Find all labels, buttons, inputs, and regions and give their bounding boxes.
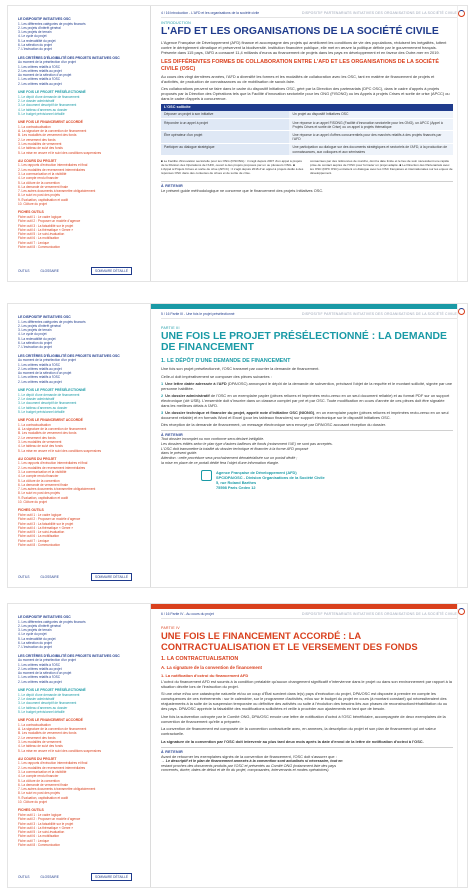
sidebar-section-title[interactable]: UNE FOIS LE PROJET PRÉSÉLECTIONNÉ bbox=[18, 90, 86, 95]
sidebar-item[interactable]: Fiche outil 5 : Le suivi-évaluation bbox=[18, 232, 65, 237]
sidebar-item[interactable]: Fiche outil 8 : Communication bbox=[18, 543, 60, 548]
list-item-bold: Un dossier technique et financier du projet, appelé note d'initiative OSC (NIONG) bbox=[165, 410, 315, 416]
list-item-text: de l'OSC en un exemplaire papier (pièces reliures et imprimées recto-verso en un seul document reliable) et au format PDF sur un support électronique (clé USB). L'ensemble doit s'inscrire dans un classeur complet par pré et par OSC. Toute modification en cours d'année de ces pièces doit être signalée dans les meilleurs délais à l'AFD. bbox=[161, 393, 450, 409]
right-rail bbox=[457, 304, 467, 587]
sidebar-item[interactable]: Fiche outil 7 : Lexique bbox=[18, 838, 50, 843]
sidebar-item[interactable]: 2. Les projets d'intérêt général bbox=[18, 623, 61, 628]
a-retenir-line: Avant de retourner les exemplaires signés de la convention de financement, l'OSC doit s'assurer que : bbox=[161, 753, 337, 759]
header-breadcrumb[interactable]: 4 / 16 Introduction - L'AFD et les organisations de la société civile bbox=[161, 11, 260, 15]
sidebar-sections bbox=[8, 6, 150, 249]
sidebar-item[interactable]: 6. La sélection du projet bbox=[18, 43, 52, 48]
sidebar-item[interactable]: 3. Les projets de terrain bbox=[18, 30, 52, 35]
sidebar-footer bbox=[18, 269, 142, 273]
a-retenir-text: Le présent guide méthodologique ne concerne que le financement des projets Initiatives OSC. bbox=[161, 187, 324, 193]
address-line: 75598 Paris Cedex 12 bbox=[216, 484, 256, 490]
page-body bbox=[161, 326, 453, 490]
sidebar-item[interactable]: 2. Les critères relatifs au projet bbox=[18, 379, 62, 384]
table-cell: Être opérateur d'un projet bbox=[161, 131, 289, 143]
sidebar-item[interactable]: 3. Les modalités de versement bbox=[18, 739, 62, 744]
table-row bbox=[161, 119, 453, 131]
a-retenir-line: dans le présent guide. bbox=[161, 451, 198, 456]
sidebar-item[interactable]: B. Les modalités de versement des fonds bbox=[18, 431, 77, 436]
a-retenir-line: concernés, durée, dates de début et de fin du projet, composantes, intervenants et modes opératoires). bbox=[161, 768, 330, 773]
sidebar-item[interactable]: 3. La communication et la visibilité bbox=[18, 469, 67, 474]
list-item-text: , en un exemplaire papier (pièces reliures et imprimées recto-verso en un seul document reliable) et en formats Word et Excel (pour les tableaux financiers) sur support électronique sur le dispositif Initiatives OSC. bbox=[161, 410, 449, 421]
paragraph: La convention de financement est composée de la convention contractuelle avec, en annexes, la description du projet et son plan de financement qui ont valeur contractuelle. bbox=[161, 726, 436, 737]
sidebar-item[interactable]: 2. Le versement des fonds bbox=[18, 735, 56, 740]
sidebar-item[interactable]: 10. Clôture du projet bbox=[18, 202, 47, 207]
sidebar-item[interactable]: Fiche outil 4 : La thématique « Genre » bbox=[18, 227, 74, 232]
sidebar-item[interactable]: Au moment de la présélection d'un projet bbox=[18, 658, 76, 663]
a-retenir-line: la mise en place de ce portail dédié fera l'objet d'une information élargie. bbox=[161, 461, 280, 465]
sidebar-section-title[interactable]: LE DISPOSITIF INITIATIVES OSC bbox=[18, 615, 71, 619]
sidebar-item[interactable]: 4. Le tableau de suivi des fonds bbox=[18, 146, 63, 151]
paragraph: Dès réception de la demande de financement, un message électronique sera envoyé par DPA/OSC accusant réception du dossier. bbox=[161, 422, 387, 428]
sidebar-item[interactable]: Fiche outil 8 : Communication bbox=[18, 245, 60, 250]
sidebar-section bbox=[18, 159, 150, 207]
a-retenir-title: À RETENIR bbox=[161, 183, 184, 188]
sidebar-item[interactable]: 4. Le compte rendu financier bbox=[18, 176, 59, 181]
sidebar-item[interactable]: Fiche outil 2 : Proposer un modèle d'agence bbox=[18, 219, 81, 224]
envelope-icon bbox=[201, 470, 212, 481]
sidebar-item[interactable]: 1. Les critères relatifs à l'OSC bbox=[18, 362, 61, 367]
sidebar-item[interactable]: 1. Les critères relatifs à l'OSC bbox=[18, 662, 61, 667]
sidebar-sections bbox=[8, 304, 150, 547]
list-number: 1 bbox=[161, 381, 164, 387]
sidebar-section-title[interactable]: AU COURS DU PROJET bbox=[18, 756, 57, 761]
sidebar-item[interactable]: 1. Le dépôt d'une demande de financement bbox=[18, 94, 80, 99]
page-content bbox=[151, 604, 467, 887]
sidebar-item[interactable]: 4. Le tableau de suivi des fonds bbox=[18, 744, 63, 749]
sidebar-item[interactable]: Fiche outil 1 : Le cadre logique bbox=[18, 512, 62, 517]
sidebar-section bbox=[18, 56, 150, 86]
sommaire-button[interactable]: SOMMAIRE DÉTAILLÉ bbox=[91, 267, 132, 275]
sidebar-section bbox=[18, 808, 150, 847]
sidebar-item[interactable]: 1. Le dépôt d'une demande de financement bbox=[18, 392, 80, 397]
page-header bbox=[161, 312, 457, 319]
sidebar-sections bbox=[8, 604, 150, 847]
sidebar-item[interactable]: 1. Les différentes catégories de projets financés bbox=[18, 619, 86, 624]
a-retenir-line: Tout dossier incomplet ou non conforme sera déclaré inéligible. bbox=[161, 437, 265, 442]
sidebar-item[interactable]: 5. Le budget prévisionnel détaillé bbox=[18, 409, 65, 414]
sidebar-item[interactable]: Fiche outil 7 : Lexique bbox=[18, 240, 50, 245]
sidebar-section-title[interactable]: UNE FOIS LE FINANCEMENT ACCORDÉ bbox=[18, 120, 83, 125]
sidebar-item[interactable]: 4. Le tableau d'annexes au dossier bbox=[18, 705, 68, 710]
sidebar-item[interactable]: 5. Le budget prévisionnel détaillé bbox=[18, 111, 65, 116]
sidebar-table-of-contents bbox=[8, 604, 151, 887]
sidebar-section-title[interactable]: LE DISPOSITIF INITIATIVES OSC bbox=[18, 17, 71, 21]
sidebar-item[interactable]: 1. Les rapports d'exécution intermédiaires et final bbox=[18, 761, 88, 766]
sidebar-item[interactable]: 6. La demande de versement finale bbox=[18, 482, 68, 487]
a-retenir-title: À RETENIR bbox=[161, 749, 184, 754]
sidebar-footer bbox=[18, 875, 142, 879]
sidebar-item[interactable]: Au moment de la présélection d'un projet bbox=[18, 358, 76, 363]
sidebar-item[interactable]: Fiche outil 4 : La thématique « Genre » bbox=[18, 825, 74, 830]
a-retenir-line: Les dossiers édités selon le plan type d'autres bailleurs de fonds (notamment l'UE) ne sont pas acceptés. bbox=[161, 441, 333, 446]
sidebar-item[interactable]: A. La signature de la convention de financement bbox=[18, 727, 87, 732]
sidebar-item[interactable]: 1. La contractualisation bbox=[18, 422, 51, 427]
sidebar-item[interactable]: 3. La communication et la visibilité bbox=[18, 171, 67, 176]
page-spread-introduction bbox=[8, 6, 467, 281]
sidebar-item[interactable]: 4. Le tableau d'annexes au dossier bbox=[18, 405, 68, 410]
sidebar-item[interactable]: 2. Les critères relatifs au projet bbox=[18, 68, 62, 73]
sidebar-item[interactable]: 9. Évaluation, capitalisation et audit bbox=[18, 795, 68, 800]
postal-address bbox=[201, 470, 453, 490]
outils-link[interactable]: OUTILS bbox=[18, 269, 30, 273]
sidebar-item[interactable]: 2. Les modalités de reversement intermédiaires bbox=[18, 465, 86, 470]
page-title: UNE FOIS LE FINANCEMENT ACCORDÉ : LA CONTRACTUALISATION ET LE VERSEMENT DES FONDS bbox=[161, 630, 418, 652]
afd-logo-icon bbox=[458, 608, 465, 615]
sidebar-item[interactable]: 4. Le cycle du projet bbox=[18, 332, 47, 337]
sidebar-item[interactable]: B. Les modalités de versement des fonds bbox=[18, 731, 77, 736]
sidebar-item[interactable]: 1. Les critères relatifs à l'OSC bbox=[18, 77, 61, 82]
sidebar-item[interactable]: B. Les modalités de versement des fonds bbox=[18, 133, 77, 138]
sidebar-item[interactable]: Fiche outil 6 : La mobilisation bbox=[18, 534, 60, 539]
sidebar-item[interactable]: 2. Le dossier administratif bbox=[18, 396, 55, 401]
table-cell: Un projet au dispositif Initiatives OSC bbox=[289, 111, 453, 119]
sidebar-item[interactable]: 5. La mise en œuvre et le suivi des conditions suspensives bbox=[18, 150, 102, 155]
sidebar-item[interactable]: Fiche outil 8 : Communication bbox=[18, 843, 60, 848]
sidebar-item[interactable]: 1. Les rapports d'exécution intermédiaires et final bbox=[18, 163, 88, 168]
sidebar-section bbox=[18, 315, 150, 350]
table-cell: Répondre à un appel à projet bbox=[161, 119, 289, 131]
a-retenir-box bbox=[161, 747, 453, 773]
subsection-heading: A. La signature de la convention de financement bbox=[161, 665, 263, 671]
list-item bbox=[161, 381, 453, 391]
page-header bbox=[161, 612, 457, 619]
sidebar-item[interactable]: 2. Les critères relatifs au projet bbox=[18, 666, 62, 671]
a-retenir-box bbox=[161, 430, 453, 466]
list-item-bold: Un dossier administratif bbox=[165, 393, 210, 399]
outils-link[interactable]: OUTILS bbox=[18, 575, 30, 579]
table-cell: Une réponse à un appel FISONG (Facilité d'innovation sectorielle pour les ONG), un APCC (Appel à Projets Crises et sortie de Crise) ou un appel à projets thématique bbox=[289, 119, 453, 131]
afd-logo-icon bbox=[458, 308, 465, 315]
paragraph: Au cours des vingt dernières années, l'AFD a diversifié les formes et les modalités de collaboration avec les OSC, tant en matière de financement de projets et d'activités, de production de connaissances ou de mobilisation de savoir-faire. bbox=[161, 73, 435, 84]
table-cell: Participer au dialogue stratégique bbox=[161, 143, 289, 155]
note-column: ■ Le Facilité d'innovation sectorielle pour les ONG (FISONG) : il s'agit depuis 2007 d'un appel à projets de la Division des Opérations de l'AFD, ouvert à des projets proposés par un ou plusieurs ONG. ■ L'Appel à Projets Crises et sortie de crise (APCC) : il s'agit depuis 2016 d'un appel à projets dédié à des réponses OSC dans des contextes de crises et de sortie de crise. bbox=[161, 159, 304, 176]
page-header bbox=[161, 11, 457, 18]
sidebar-item[interactable]: 1. Les rapports d'exécution intermédiaires et final bbox=[18, 461, 88, 466]
sidebar-item[interactable]: 5. La redevabilité du projet bbox=[18, 38, 56, 43]
sidebar-section-title[interactable]: FICHES OUTILS bbox=[18, 808, 44, 813]
note-column: consacrées par des références de marché, dont la date limite et le lieu de soin nécessitent une rapide prise de contact auprès de l'OSC pour formuler un projet adapté. ■ Le Direction des Partenariats avec les OSC (DPC OSC) entretient un dialogue avec les OSC françaises et internationales sur les enjeux de développement. bbox=[310, 159, 453, 176]
sidebar-item[interactable]: 1. Les critères relatifs à l'OSC bbox=[18, 64, 61, 69]
sidebar-item[interactable]: 7. L'instruction du projet bbox=[18, 645, 52, 650]
subsubsection-heading: 1. La notification d'octroi du financement AFD bbox=[161, 672, 249, 678]
sidebar-item[interactable]: Au moment de la sélection d'un projet bbox=[18, 73, 72, 78]
list-item-text: (DPA/OSC) annonçant le dépôt de la demande de subvention, précisant l'objet de la requête et le montant sollicité, signée par une personne habilitée. bbox=[161, 381, 453, 392]
paragraph: Celle-ci doit impérativement se composer des pièces suivantes : bbox=[161, 373, 272, 379]
address-lines bbox=[216, 470, 325, 490]
section-kicker: PARTIE IV bbox=[161, 626, 180, 630]
sidebar-section bbox=[18, 354, 150, 384]
sidebar-item[interactable]: Fiche outil 2 : Proposer un modèle d'agence bbox=[18, 517, 81, 522]
sidebar-section-title[interactable]: AU COURS DU PROJET bbox=[18, 456, 57, 461]
sidebar-item[interactable]: 5. La mise en œuvre et le suivi des conditions suspensives bbox=[18, 748, 102, 753]
sidebar-item[interactable]: 2. Les modalités de reversement intermédiaires bbox=[18, 167, 86, 172]
a-retenir-line: → Le descriptif et le plan de financement annexés à la convention sont actualisés si nécessaire, tout en bbox=[161, 758, 343, 763]
list-number: 2 bbox=[161, 393, 164, 399]
sidebar-item[interactable]: 5. La clôture de la convention bbox=[18, 478, 60, 483]
section-heading: LES DIFFÉRENTES FORMES DE COLLABORATION ENTRE L'AFD ET LES ORGANISATIONS DE LA SOCIÉTÉ CIVILE (OSC) bbox=[161, 59, 439, 72]
sidebar-item[interactable]: 8. Le suivi ex post des projets bbox=[18, 491, 60, 496]
sidebar-footer bbox=[18, 575, 142, 579]
table-cell: Une participation au dialogue sur des documents stratégiques et sectoriels de l'AFD, à la production de connaissances, aux colloques et aux séminaires bbox=[289, 143, 453, 155]
sidebar-item[interactable]: 6. La sélection du projet bbox=[18, 341, 52, 346]
section-kicker: INTRODUCTION bbox=[161, 21, 191, 25]
sidebar-section bbox=[18, 457, 150, 505]
sidebar-item[interactable]: 3. Les projets de terrain bbox=[18, 328, 52, 333]
header-breadcrumb[interactable]: 5 / 16 Partie III - Une fois le projet présélectionné bbox=[161, 312, 235, 316]
sidebar-item[interactable]: 1. Les différentes catégories de projets financés bbox=[18, 319, 86, 324]
sidebar-item[interactable]: 6. La sélection du projet bbox=[18, 641, 52, 646]
sidebar-item[interactable]: 2. Les projets d'intérêt général bbox=[18, 323, 61, 328]
sidebar-item[interactable]: 7. L'instruction du projet bbox=[18, 47, 52, 52]
sidebar-section bbox=[18, 688, 150, 714]
sidebar-item[interactable]: Fiche outil 6 : La mobilisation bbox=[18, 834, 60, 839]
page-spread-demande-financement bbox=[8, 304, 467, 587]
paragraph: Ces collaborations peuvent se faire dans le cadre du dispositif Initiatives OSC, géré par la Direction des partenariats (DPC OSC), dans le cadre d'appels à projets proposés par la Direction des Opérations tels que la Facilité d'innovation sectorielle pour les ONG (FISONG) ou les Appels à projets Crises et sortie de crise (APCC) ou dans le cadre d'appels à concurrence. bbox=[161, 86, 450, 102]
sidebar-section bbox=[18, 17, 150, 52]
sidebar-section-title[interactable]: LES CRITÈRES D'ÉLIGIBILITÉ DES PROJETS INITIATIVES OSC bbox=[18, 55, 120, 60]
table-cell: Déposer un projet à son initiative bbox=[161, 111, 289, 119]
table-cell: Une réponse à un appel d'offres concurrentiels pour des marchés relatifs à des projets financés par l'AFD bbox=[289, 131, 453, 143]
page-body bbox=[161, 626, 453, 773]
sidebar-item[interactable]: 1. Les différentes catégories de projets financés bbox=[18, 21, 86, 26]
sidebar-section bbox=[18, 615, 150, 650]
sidebar-item[interactable]: 4. Le compte rendu financier bbox=[18, 474, 59, 479]
sidebar-item[interactable]: 5. La redevabilité du projet bbox=[18, 636, 56, 641]
sidebar-item[interactable]: 1. La contractualisation bbox=[18, 124, 51, 129]
sidebar-item[interactable]: Au moment de la présélection d'un projet bbox=[18, 60, 76, 65]
afd-logo-icon bbox=[458, 10, 465, 17]
sidebar-item[interactable]: 3. La communication et la visibilité bbox=[18, 769, 67, 774]
list-number: 3 bbox=[161, 410, 164, 416]
sidebar-section bbox=[18, 90, 150, 116]
sidebar-section bbox=[18, 388, 150, 414]
sidebar-item[interactable]: 1. La contractualisation bbox=[18, 722, 51, 727]
sidebar-section-title[interactable]: LES CRITÈRES D'ÉLIGIBILITÉ DES PROJETS INITIATIVES OSC bbox=[18, 353, 120, 358]
header-title: DISPOSITIF PARTENARIATS INITIATIVES DES ORGANISATIONS DE LA SOCIÉTÉ CIVILE bbox=[301, 612, 457, 616]
sidebar-item[interactable]: 3. Le document descriptif de financement bbox=[18, 401, 77, 406]
sidebar-item[interactable]: Fiche outil 3 : La faisabilité sur le projet bbox=[18, 521, 74, 526]
sidebar-item[interactable]: 4. Le tableau d'annexes au dossier bbox=[18, 107, 68, 112]
sidebar-section bbox=[18, 210, 150, 249]
sidebar-item[interactable]: 8. Le suivi ex post des projets bbox=[18, 193, 60, 198]
sidebar-item[interactable]: 2. Le versement des fonds bbox=[18, 137, 56, 142]
sidebar-item[interactable]: 1. Le dépôt d'une demande de financement bbox=[18, 692, 80, 697]
sidebar-item[interactable]: Fiche outil 2 : Proposer un modèle d'agence bbox=[18, 817, 81, 822]
sidebar-item[interactable]: 1. Les critères relatifs à l'OSC bbox=[18, 375, 61, 380]
glossaire-link[interactable]: GLOSSAIRE bbox=[40, 575, 59, 579]
list-item bbox=[161, 393, 453, 408]
sidebar-item[interactable]: 4. Le cycle du projet bbox=[18, 632, 47, 637]
sidebar-item[interactable]: 10. Clôture du projet bbox=[18, 800, 47, 805]
sidebar-table-of-contents bbox=[8, 6, 151, 281]
sidebar-item[interactable]: 2. Le dossier administratif bbox=[18, 696, 55, 701]
a-retenir-line: restant proches des documents produits par l'OSC et présentés au Comité ONG (notamment liste des pays bbox=[161, 763, 337, 768]
sidebar-item[interactable]: A. La signature de la convention de financement bbox=[18, 427, 87, 432]
page-spread-contractualisation bbox=[8, 604, 467, 887]
sidebar-item[interactable]: 7. Les autres documents à transmettre obligatoirement bbox=[18, 487, 96, 492]
sidebar-item[interactable]: Fiche outil 3 : La faisabilité sur le projet bbox=[18, 223, 74, 228]
sidebar-item[interactable]: 9. Évaluation, capitalisation et audit bbox=[18, 197, 68, 202]
paragraph: Si une crise et/ou une catastrophe naturelle et/ou un coup d'État survient dans le(s) pays d'exécution du projet, DPA/OSC est disposée à prendre en compte les conséquences de ces événements : sur le calendrier, sur le programme d'activités, et/ou sur le budget du projet en cours (à montant constant) qui nécessiteraient des réajustements à la suite de la suspension temporaire ou définitive des activités ou suite à l'évolution des besoins liés aux phases de reconstruction/réhabilitation du ou des pays. DPA/OSC apprécie la faisabilité des modifications sollicitées et veille à procéder aux ajustements en tant que de besoin. bbox=[161, 691, 448, 712]
sidebar-item[interactable]: 2. Les projets d'intérêt général bbox=[18, 25, 61, 30]
sidebar-item[interactable]: 3. Le document descriptif de financement bbox=[18, 701, 77, 706]
sidebar-section-title[interactable]: UNE FOIS LE PROJET PRÉSÉLECTIONNÉ bbox=[18, 688, 86, 693]
sidebar-item[interactable]: Fiche outil 5 : Le suivi-évaluation bbox=[18, 830, 65, 835]
sidebar-item[interactable]: 5. Le budget prévisionnel détaillé bbox=[18, 709, 65, 714]
address-line: SPC/DPA/OSC - Division Organisations de la Société Civile bbox=[216, 474, 325, 480]
section-heading: 1. LE DÉPÔT D'UNE DEMANDE DE FINANCEMENT bbox=[161, 357, 291, 364]
sidebar-item[interactable]: Fiche outil 7 : Lexique bbox=[18, 538, 50, 543]
sidebar-item[interactable]: A. La signature de la convention de financement bbox=[18, 129, 87, 134]
table-row bbox=[161, 131, 453, 143]
sidebar-item[interactable]: 2. Le versement des fonds bbox=[18, 435, 56, 440]
sidebar-item[interactable]: 5. La clôture de la convention bbox=[18, 180, 60, 185]
page-title: UNE FOIS LE PROJET PRÉSÉLECTIONNÉ : LA DEMANDE DE FINANCEMENT bbox=[161, 331, 447, 354]
sidebar-item[interactable]: 3. Le document descriptif de financement bbox=[18, 103, 77, 108]
header-title: DISPOSITIF PARTENARIATS INITIATIVES DES ORGANISATIONS DE LA SOCIÉTÉ CIVILE bbox=[301, 312, 457, 316]
header-title: DISPOSITIF PARTENARIATS INITIATIVES DES ORGANISATIONS DE LA SOCIÉTÉ CIVILE bbox=[301, 11, 457, 15]
address-line: Agence Française de Développement (AFD) bbox=[216, 469, 297, 475]
a-retenir-box bbox=[161, 181, 453, 193]
sommaire-button[interactable]: SOMMAIRE DÉTAILLÉ bbox=[91, 573, 132, 581]
page-title: L'AFD ET LES ORGANISATIONS DE LA SOCIÉTÉ CIVILE bbox=[161, 26, 439, 37]
sidebar-section bbox=[18, 120, 150, 155]
page-content bbox=[151, 304, 467, 587]
sidebar-item[interactable]: 2. Le dossier administratif bbox=[18, 98, 55, 103]
sidebar-item[interactable]: 8. Le suivi ex post des projets bbox=[18, 791, 60, 796]
sidebar-item[interactable]: 10. Clôture du projet bbox=[18, 500, 47, 505]
sidebar-item[interactable]: 2. Les critères relatifs au projet bbox=[18, 679, 62, 684]
sidebar-item[interactable]: 7. L'instruction du projet bbox=[18, 345, 52, 350]
sidebar-item[interactable]: Fiche outil 3 : La faisabilité sur le projet bbox=[18, 821, 74, 826]
paragraph: Une fois la subvention octroyée par le Comité ONG, DPA/OSC envoie une lettre de notification d'octroi à l'OSC bénéficiaire, accompagnée de deux exemplaires de la convention de financement qu'elle a préparée. bbox=[161, 713, 446, 724]
sidebar-item[interactable]: 3. Les modalités de versement bbox=[18, 141, 62, 146]
sidebar-item[interactable]: 4. Le compte rendu financier bbox=[18, 774, 59, 779]
sidebar-item[interactable]: 4. Le cycle du projet bbox=[18, 34, 47, 39]
header-breadcrumb[interactable]: 6 / 16 Partie IV - Au cours du projet bbox=[161, 612, 214, 616]
sidebar-section-title[interactable]: FICHES OUTILS bbox=[18, 508, 44, 513]
sidebar-section-title[interactable]: LES CRITÈRES D'ÉLIGIBILITÉ DES PROJETS INITIATIVES OSC bbox=[18, 653, 120, 658]
sidebar-item[interactable]: Fiche outil 6 : La mobilisation bbox=[18, 236, 60, 241]
section-kicker: PARTIE III bbox=[161, 326, 180, 330]
right-rail bbox=[457, 6, 467, 281]
sidebar-section-title[interactable]: AU COURS DU PROJET bbox=[18, 158, 57, 163]
sidebar-section bbox=[18, 654, 150, 684]
sidebar-section-title[interactable]: UNE FOIS LE FINANCEMENT ACCORDÉ bbox=[18, 718, 83, 723]
sidebar-item[interactable]: 5. La redevabilité du projet bbox=[18, 336, 56, 341]
sidebar-item[interactable]: Fiche outil 4 : La thématique « Genre » bbox=[18, 525, 74, 530]
right-rail bbox=[457, 604, 467, 887]
sidebar-table-of-contents bbox=[8, 304, 151, 587]
sidebar-section bbox=[18, 757, 150, 805]
sidebar-item[interactable]: 5. La mise en œuvre et le suivi des conditions suspensives bbox=[18, 448, 102, 453]
paragraph: Une fois son projet présélectionné, l'OSC transmet par courrier la demande de financement. bbox=[161, 366, 320, 372]
sidebar-item[interactable]: Fiche outil 5 : Le suivi-évaluation bbox=[18, 530, 65, 535]
glossaire-link[interactable]: GLOSSAIRE bbox=[40, 875, 59, 879]
sidebar-item[interactable]: 9. Évaluation, capitalisation et audit bbox=[18, 495, 68, 500]
a-retenir-title: À RETENIR bbox=[161, 433, 184, 438]
page-body bbox=[161, 21, 453, 193]
sidebar-item[interactable]: 1. Les critères relatifs à l'OSC bbox=[18, 675, 61, 680]
table-row bbox=[161, 111, 453, 119]
paragraph: L'octroi du financement AFD est soumis à la condition préalable qu'aucun changement significatif n'intervienne dans le projet ou dans son environnement par rapport à la situation décrite lors de l'instruction du projet. bbox=[161, 678, 452, 689]
a-retenir-line: L'OSC doit transmettre la totalité du dossier technique et financier à la forme AFD proposé bbox=[161, 446, 309, 451]
section-heading: 1. LA CONTRACTUALISATION bbox=[161, 656, 239, 663]
sidebar-item[interactable]: 6. La demande de versement finale bbox=[18, 184, 68, 189]
page-content bbox=[151, 6, 467, 281]
sidebar-item[interactable]: Au moment de la sélection d'un projet bbox=[18, 371, 72, 376]
sidebar-item[interactable]: Au moment de la sélection d'un projet bbox=[18, 671, 72, 676]
sidebar-item[interactable]: 2. Les modalités de reversement intermédiaires bbox=[18, 765, 86, 770]
sidebar-item[interactable]: 3. Les projets de terrain bbox=[18, 628, 52, 633]
sidebar-item[interactable]: 2. Les critères relatifs au projet bbox=[18, 366, 62, 371]
sidebar-section-title[interactable]: UNE FOIS LE PROJET PRÉSÉLECTIONNÉ bbox=[18, 388, 86, 393]
glossaire-link[interactable]: GLOSSAIRE bbox=[40, 269, 59, 273]
sidebar-section-title[interactable]: FICHES OUTILS bbox=[18, 210, 44, 215]
list-item-bold: Une lettre datée adressée à l'AFD bbox=[165, 381, 227, 387]
osc-collaboration-table bbox=[161, 104, 453, 156]
two-column-notes bbox=[161, 159, 453, 178]
sidebar-item[interactable]: 7. Les autres documents à transmettre obligatoirement bbox=[18, 787, 96, 792]
address-line: 5, rue Roland Barthes bbox=[216, 479, 257, 485]
sommaire-button[interactable]: SOMMAIRE DÉTAILLÉ bbox=[91, 873, 132, 881]
sidebar-item[interactable]: Fiche outil 1 : Le cadre logique bbox=[18, 214, 62, 219]
sidebar-section bbox=[18, 508, 150, 547]
table-header: L'OSC sollicite bbox=[161, 104, 453, 111]
sidebar-item[interactable]: 2. Les critères relatifs au projet bbox=[18, 81, 62, 86]
a-retenir-line: Attention : cette procédure sera prochainement dématérialisée sur un portail dédié ; bbox=[161, 456, 298, 461]
sidebar-section-title[interactable]: LE DISPOSITIF INITIATIVES OSC bbox=[18, 315, 71, 319]
sidebar-item[interactable]: 4. Le tableau de suivi des fonds bbox=[18, 444, 63, 449]
sidebar-section bbox=[18, 418, 150, 453]
sidebar-item[interactable]: Fiche outil 1 : Le cadre logique bbox=[18, 812, 62, 817]
paragraph-bold: La signature de la convention par l'OSC doit intervenir au plus tard deux mois après la date d'envoi de la lettre de notification d'octroi à l'OSC. bbox=[161, 738, 424, 744]
sidebar-item[interactable]: 7. Les autres documents à transmettre obligatoirement bbox=[18, 189, 96, 194]
sidebar-section bbox=[18, 718, 150, 753]
sidebar-item[interactable]: 3. Les modalités de versement bbox=[18, 439, 62, 444]
table-row bbox=[161, 143, 453, 155]
sidebar-item[interactable]: 6. La demande de versement finale bbox=[18, 782, 68, 787]
outils-link[interactable]: OUTILS bbox=[18, 875, 30, 879]
sidebar-section-title[interactable]: UNE FOIS LE FINANCEMENT ACCORDÉ bbox=[18, 418, 83, 423]
list-item bbox=[161, 410, 453, 420]
intro-paragraph: L'Agence Française de Développement (AFD) finance et accompagne des projets qui améliorent les conditions de vie des populations, réduisent les inégalités, luttent contre le dérèglement climatique et préservent la biodiversité. Institution financière publique, elle met en œuvre la politique définie par le gouvernement français. Présente dans 115 pays, l'AFD a consacré 11,4 milliards d'euros au financement de projets dans les pays en développement et en faveur des Outre-mer en 2019. bbox=[161, 40, 447, 56]
sidebar-item[interactable]: 5. La clôture de la convention bbox=[18, 778, 60, 783]
